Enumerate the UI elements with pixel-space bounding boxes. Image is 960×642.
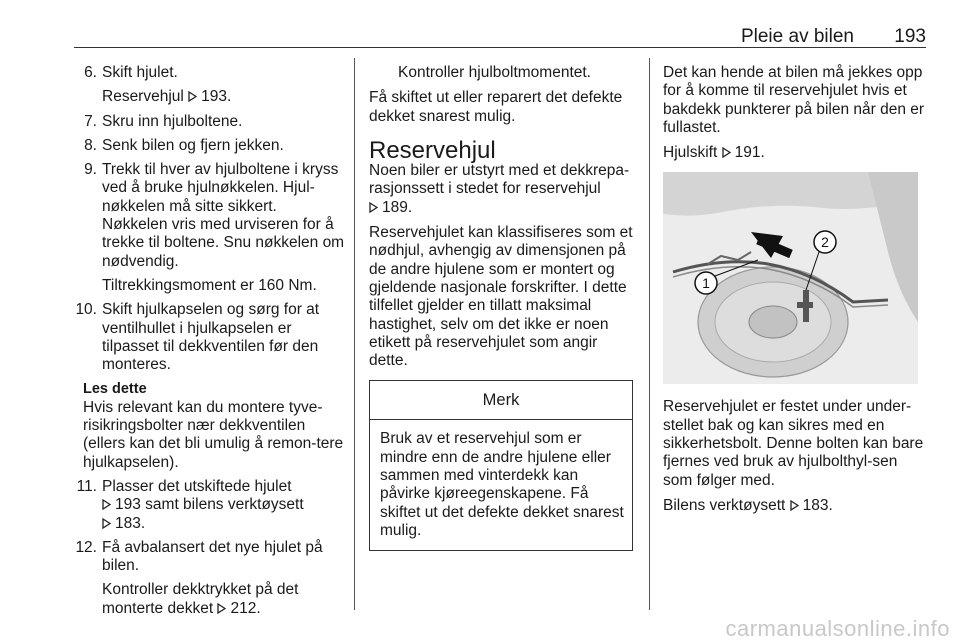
list-item: 7. Skru inn hjulboltene. xyxy=(84,112,243,130)
page-reference-arrow-icon xyxy=(217,603,226,614)
page-reference-arrow-icon xyxy=(102,518,111,529)
page-reference-arrow-icon xyxy=(790,500,799,511)
section-title: Reservehjul xyxy=(369,136,496,164)
list-item: 6. Skift hjulet. Reservehjul 193. xyxy=(84,64,232,106)
page-reference-arrow-icon xyxy=(102,499,111,510)
page-link[interactable]: 183. xyxy=(802,496,833,514)
cross-reference: Hjulskift xyxy=(663,144,718,162)
column-divider xyxy=(354,58,355,610)
watermark: carmanualsonline.info xyxy=(725,616,950,641)
callout-2: 2 xyxy=(821,234,829,251)
page-header xyxy=(74,22,926,48)
note-box-merk xyxy=(369,380,633,551)
callout-1: 1 xyxy=(702,275,710,292)
spare-wheel-underbody-icon xyxy=(663,172,918,384)
note-body: Bruk av et reservehjul som er mindre enn de andre hjulene eller sammen med vinterdekk kan påvirke kjøreegenskapene. Få skiftet ut det defekte dekket snarest mulig. xyxy=(380,430,624,539)
page-reference-arrow-icon xyxy=(188,91,197,102)
column-middle: Kontroller hjulboltmomentet. Få skiftet ut eller reparert det defekte dekket snarest mulig. Reservehjul Noen biler er utstyrt med et dekkrepa-rasjonssett i stedet for reservehjul 189. Reservehjulet kan klassifiseres som et nødhjul, avhengig av dimensjonen på de andre hjulene som er montert og gjeldende nasjonale forskrifter. I dette tilfellet gjelder en tillatt maksimal hastighet, selv om det ikke er noen etikett på reservehjulet som angir dette. Merk Bruk av et reservehjul som er mindre enn de andre hjulene eller sammen med vinterdekk kan påvirke kjøreegenskapene. Få skiftet ut det defekte dekket snarest mulig. xyxy=(369,64,633,551)
note-title: Merk xyxy=(370,381,632,420)
page-link[interactable]: 193. xyxy=(201,88,232,106)
list-item: 11. Plasser det utskiftede hjulet 193 samt bilens verktøysett 183. xyxy=(76,477,304,532)
page-link[interactable]: 191. xyxy=(734,144,765,162)
spare-wheel-illustration xyxy=(663,172,918,384)
note-box xyxy=(83,380,345,471)
continued-step: Kontroller hjulboltmomentet. xyxy=(398,64,591,81)
cross-reference: Bilens verktøysett xyxy=(663,496,786,514)
page-link[interactable]: 212. xyxy=(230,599,261,617)
list-item: 8. Senk bilen og fjern jekken. xyxy=(84,136,284,154)
note-heading: Les dette xyxy=(83,381,147,398)
chapter-title: Pleie av bilen xyxy=(740,26,854,47)
page-reference-arrow-icon xyxy=(369,202,378,213)
column-right: Det kan hende at bilen må jekkes opp for å komme til reservehjulet hvis et bakdekk punkterer på bilen når den er fullastet. Hjulskift 191. 1 2 Reservehjulet er festet under under-stellet bak og kan sikres med en sikkerhetsbolt. Denne bolten kan bare fjernes ved bruk av hjulbolthyl-sen som følger med. Bilens verktøysett 183. xyxy=(663,64,925,514)
list-item: 12. Få avbalansert det nye hjulet på bilen. Kontroller dekktrykket på det monterte dekket 212. xyxy=(75,538,323,617)
page-link[interactable]: 193 samt bilens verktøysett xyxy=(115,496,304,514)
list-item: 9. Trekk til hver av hjulboltene i kryss ved å bruke hjulnøkkelen. Hjul-nøkkelen må sitte sikkert. Nøkkelen vris med urviseren for å trekke til boltene. Snu nøkkelen om nødvendig. Tiltrekkingsmoment er 160 Nm. xyxy=(84,161,345,294)
header-rule xyxy=(74,47,926,48)
page-number: 193 xyxy=(894,26,926,47)
note-body: Hvis relevant kan du montere tyve-risikringsbolter nær dekkventilen (ellers kan det bli umulig å remon-tere hjulkapselen). xyxy=(83,398,344,471)
column-left xyxy=(73,64,345,624)
page-link[interactable]: 189. xyxy=(382,198,413,216)
column-divider xyxy=(649,58,650,610)
page-reference-arrow-icon xyxy=(722,147,731,158)
page-link[interactable]: 183. xyxy=(115,514,146,532)
list-item: 10. Skift hjulkapselen og sørg for at ventilhullet i hjulkapselen er tilpasset til dekkventilen før den monteres. xyxy=(75,301,320,374)
cross-reference: Reservehjul xyxy=(102,88,184,106)
